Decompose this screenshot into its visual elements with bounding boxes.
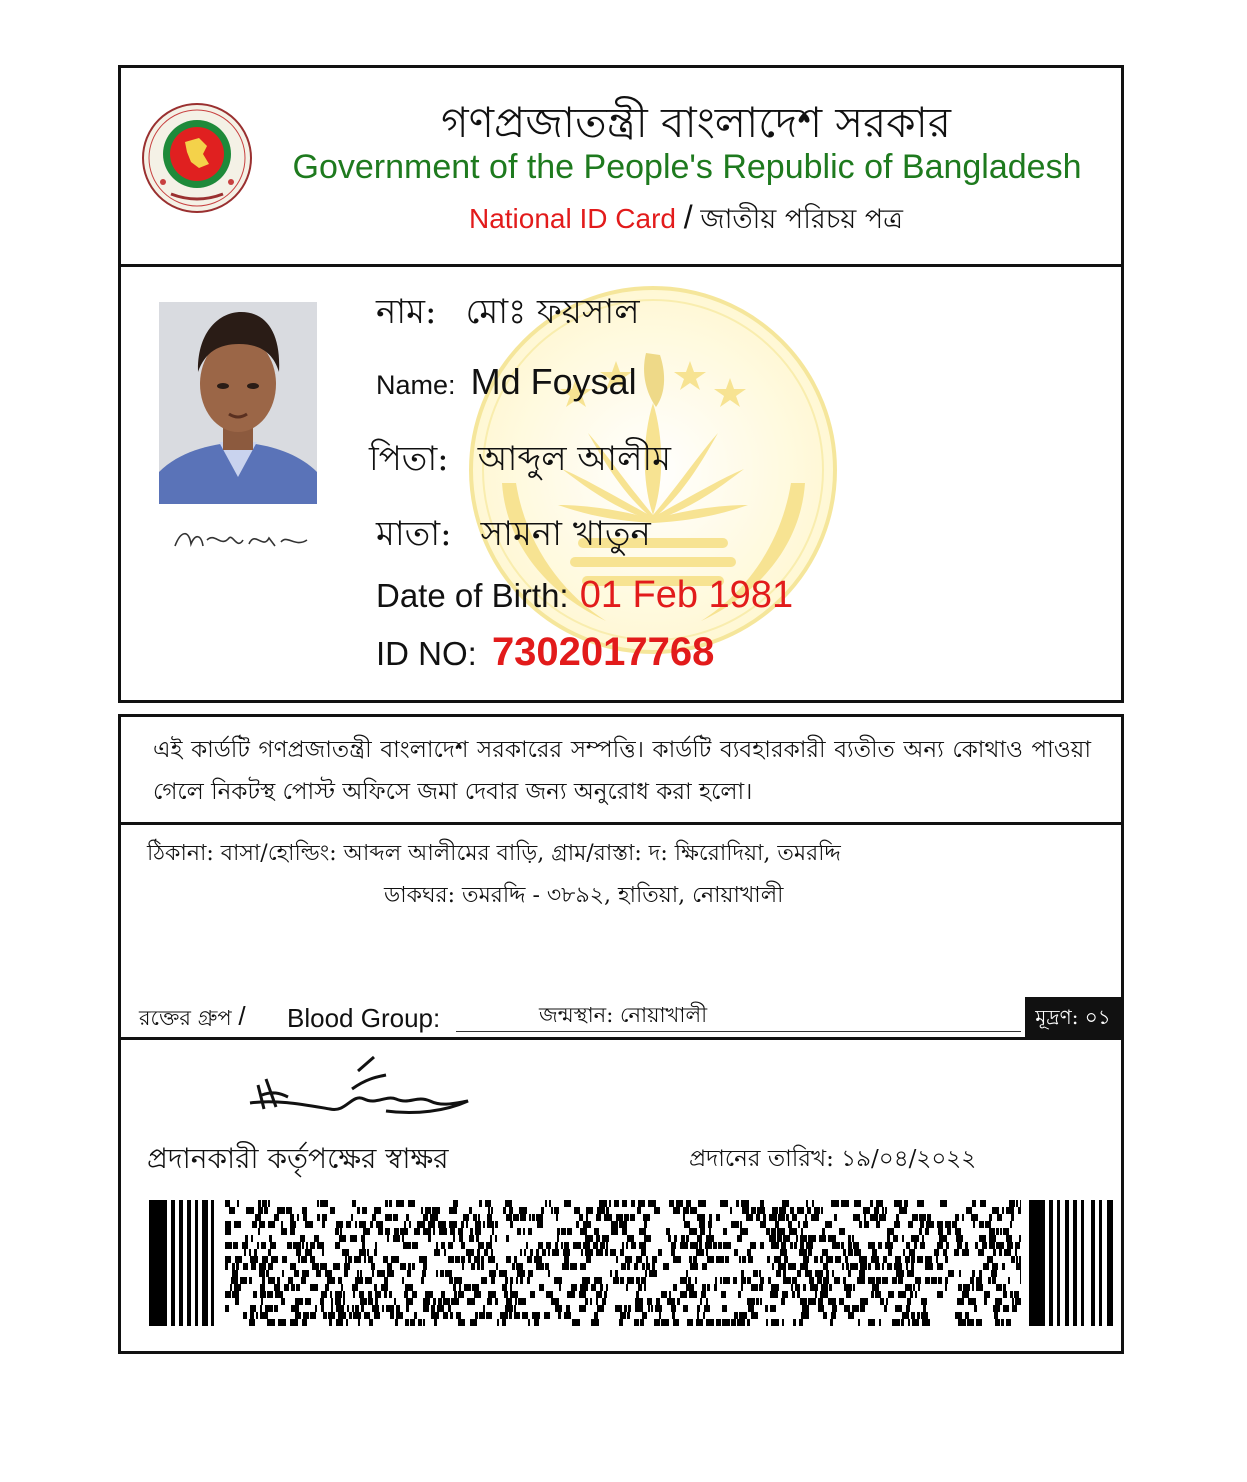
holder-photo <box>159 302 317 504</box>
id-value: 7302017768 <box>491 630 715 674</box>
blood-group-label-bn: রক্তের গ্রুপ / <box>139 1001 246 1031</box>
address-block <box>147 833 1101 917</box>
name-bn-row <box>376 286 640 343</box>
name-en-row <box>376 361 637 403</box>
issue-date: প্রদানের তারিখ: ১৯/০৪/২০২২ <box>689 1146 977 1172</box>
address-line-1: ঠিকানা: বাসা/হোল্ডিং: আব্দল আলীমের বাড়ি, গ্রাম/রাস্তা: দ: ক্ষিরোদিয়া, তমরদ্দি <box>147 841 841 866</box>
name-en-label: Name: <box>376 370 456 400</box>
blood-group-row <box>121 997 1121 1040</box>
id-label: ID NO: <box>376 635 477 672</box>
issuing-authority-label: প্রদানকারী কর্তৃপক্ষের স্বাক্ষর <box>147 1142 449 1175</box>
holder-signature <box>171 520 311 560</box>
father-value: আব্দুল আলীম <box>477 439 672 479</box>
father-label: পিতা: <box>369 439 449 479</box>
dob-label: Date of Birth: <box>376 577 569 614</box>
card-type-en: National ID Card <box>468 203 676 234</box>
mother-row <box>376 508 651 565</box>
name-bn-label: নাম: <box>376 292 437 332</box>
id-row <box>376 630 714 675</box>
birthplace: জন্মস্থান: নোয়াখালী <box>539 1003 708 1027</box>
government-title-bn: গণপ্রজাতন্ত্রী বাংলাদেশ সরকার <box>441 98 951 147</box>
mother-label: মাতা: <box>376 514 452 554</box>
print-number-badge: মূদ্রণ: ০১ <box>1025 997 1121 1037</box>
pdf417-barcode <box>149 1200 1115 1326</box>
card-type-bn: জাতীয় পরিচয় পত্র <box>700 204 904 235</box>
ownership-notice: এই কার্ডটি গণপ্রজাতন্ত্রী বাংলাদেশ সরকারের সম্পত্তি। কার্ডটি ব্যবহারকারী ব্যতীত অন্য কোথাও পাওয়া গেলে নিকটস্থ পোস্ট অফিসে জমা দেবার জন্য অনুরোধ করা হলো। <box>121 717 1121 825</box>
blood-group-label-en: Blood Group: <box>287 1003 441 1033</box>
dob-row <box>376 574 793 617</box>
card-type <box>271 199 1101 244</box>
government-title-en: Government of the People's Republic of Bangladesh <box>292 148 1082 186</box>
card-type-separator: / <box>683 199 693 235</box>
nid-card-back <box>118 714 1124 1354</box>
authority-signature <box>236 1049 476 1129</box>
father-row <box>369 433 671 490</box>
name-en-value: Md Foysal <box>470 361 637 402</box>
holder-portrait-icon <box>159 302 317 504</box>
nid-card-front <box>118 65 1124 703</box>
dob-value: 01 Feb 1981 <box>579 574 794 616</box>
address-line-2: ডাকঘর: তমরদ্দি - ৩৮৯২, হাতিয়া, নোয়াখালী <box>384 883 784 908</box>
card-header <box>121 68 1121 267</box>
name-bn-value: মোঃ ফয়সাল <box>465 292 640 332</box>
mother-value: সামনা খাতুন <box>480 514 651 554</box>
